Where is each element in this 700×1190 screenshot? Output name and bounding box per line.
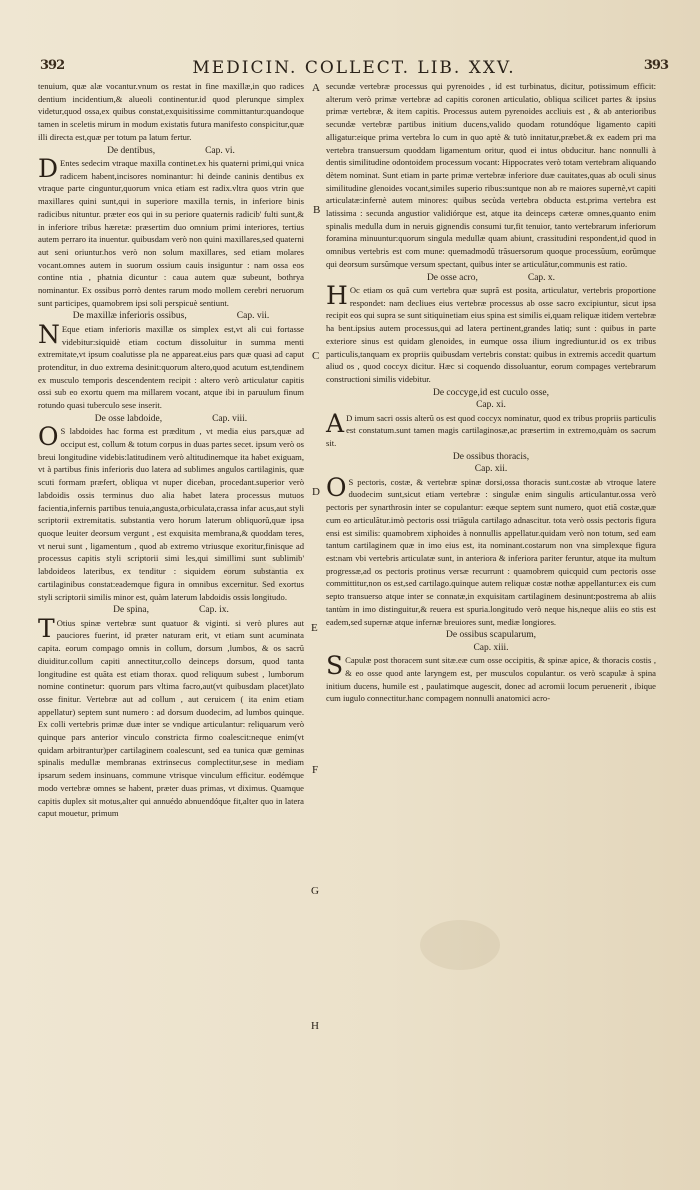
- running-head: MEDICIN. COLLECT. LIB. XXV.: [192, 58, 516, 78]
- margin-letter-f: F: [312, 764, 319, 776]
- paragraph: tenuium, quæ alæ vocantur.vnum os restat in fine maxillæ,in quo radices dentium incidentium,& alueoli continentur.id quod plerunque simplex videtur,quod ossa,ex quibus constat,exquisitissime committantur:quandoque tamen in sceletis mirum in modum existatis futura manifesto conspicitur,quæ illi directa est,quæ per totum pa latum fertur.: [38, 81, 304, 142]
- paragraph: N Eque etiam inferioris maxillæ os simplex est,vt ali cui fortasse videbitur:siquidè etiam coctum dissoluitur in summa menti extremitate,vt ipsum coalutisse pla ne appareat.eius pars quæ quasi ad caput protenditur, in duo extrema desinit:quorum altero,quod acutum est,tendinem ex musculo temporis descendentem recipit : altero verò articulatur capitis ossi sub eo exortu quem ma millarem vocant, atque ibi in paruulum finum rotundo quasi tuberculo sese inserit.: [38, 319, 304, 411]
- chapter-heading: [326, 272, 656, 285]
- paragraph: D Entes sedecim vtraque maxilla continet.ex his quaterni primi,qui vnica radicem habent,incisores nominantur: hi deinde caninis dentibus ex vtraque parte cinguntur,quorum vnica etiam est radix.vltra quos vtrin que maxillares quini sunt,qui in superiore maxilla ternis, in inferiore binis radicibus nituntur. præter eos qui in su periore quaternis radicib' fulti sunt,& in inferiore tribus hæretæ: præsertim duo omnium primi interiores, tertius autem perraro ita inuentur. quibusdam verò non quini maxillares,sed quaterni aut seni oriuntur.hos verò non solum maxillares, sed etiam molares vocant.omnes autem in suorum ossium cauis insiguntur : nam ossa eos contine ntia , phatnia dicuntur : caua autem quæ subeunt, bothrya nominantur. Ex ossibus porrò dentes rarum modo mollem cerebri neruorum sunt participes, quamobrem ipsi soli perspicuè sentiunt.: [38, 154, 304, 308]
- paragraph: T Otius spinæ vertebræ sunt quatuor & viginti. si verò plures aut pauciores fuerint, id præter naturam erit, vt etiam sunt acuminata capita. eorum compago omnis in collum, dorsum ,lumbos, & os sacrũ diuiditur.collum capiti annectitur,collo deinceps dorsum, quod tanta longitudine est quãta est etiam thorax. quod reliquum subest , lumborum nomine continetur: quorum pars vltima facro,aut(vt quibusdam placet)lato osse finitur. Vertebræ aut ad collum , aut ceruicem ( ita enim etiam appellatur) septem sunt numero : ad dorsum duodecim, ad lumbos quinque. Ex colli vertebris primæ duæ inter se vndique articulantur: reliquarum verò quinque pars anterior vinculo constricta firmo coalescit:neque enim(vt quidam arbitrantur)per cartilaginem coalescunt, sed ea tunica quæ geminas spinalis medullæ membranas extrinsecus complectitur,sese in mediam ipsarum sedem insinuans, commune vtrisque vinculum efficitur. eodémque modo vertebræ omnes se habent, præter duas primas, vt diximus. Quamque capitis duplex sit motus,alter qui annuédo abnuendóque fit,alter quo in latera caput mouetur, primum: [38, 613, 304, 819]
- margin-letter-e: E: [311, 622, 318, 634]
- chapter-title: De ossibus thoracis,: [452, 451, 530, 462]
- drop-cap: A: [326, 408, 345, 438]
- drop-cap: O: [38, 422, 59, 452]
- chapter-number: Cap. ix.: [199, 605, 229, 616]
- chapter-number: Cap. vi.: [205, 145, 235, 156]
- chapter-title: De ossibus scapularum,: [446, 630, 536, 641]
- margin-letter-g: G: [311, 885, 319, 897]
- chapter-title: De osse acro,: [426, 272, 478, 283]
- margin-letter-d: D: [312, 486, 320, 498]
- chapter-heading: [38, 413, 304, 426]
- chapter-heading: [38, 145, 304, 158]
- page-number-left: 392: [40, 58, 65, 73]
- margin-letter-c: C: [312, 350, 320, 362]
- page-number-right: 393: [643, 58, 668, 73]
- paragraph: secundæ vertebræ processus qui pyrenoides , id est turbinatus, dicitur, potissimum efficit: alterum verò primæ vertebræ ad capitis coronen articulatio, obliqua scilicet partes & ipsius primæ vertebræ, & item capitis. Processus autem pyrenoides accliuis est , & ab anterioribus secundæ vertebræ partibus initium ducens,valido quodam rotundóque ligamento capiti alligatur:eique prima vertebra lo cum in quo aptè & tutò innitatur,præbet.& ex eadem pri ma vertebra transuersum quoddam ligamentum oritur, quod ei intus obducitur. hanc nonnulli à dentis similitudine odontoidem processum vocant: Hippocrates verò totam vertebram aliquando dètem nominat. Sunt etiam in parte primæ vertebræ inferiore duæ cauitates,quas ab oculi sinus similitudine glenoides vocant,similes superio ribus:suntque non ab re maiores supernè,vt capiti articulatæ:infernè autem minores: quibus secùda vertebra obducta est.prima vertebra est latissima : secunda angustior validiórque est, atque ita deinceps cæteræ omnes,quanto enim spinalis medulla dum in neruis gignendis consumi tur,fit tenuior, tanto vertebrarum inferiorum foramina minuuntur:quorum singula medullæ quam abiunt, crassitudini respondent,id quod in omnibus vertebris est com mune: quemadmodũ trãsuersorum quoque processũum, eorũmque qui deorsum sursũmque versum spectant, quibus inter se articulãtur,communis est ratio.: [326, 81, 656, 269]
- drop-cap: S: [326, 651, 344, 681]
- chapter-number: Cap. xii.: [474, 464, 508, 475]
- chapter-number: Cap. xiii.: [473, 642, 509, 653]
- drop-cap: H: [326, 281, 348, 311]
- margin-letter-b: B: [313, 204, 321, 216]
- chapter-number: Cap. x.: [527, 272, 556, 283]
- paragraph: S Capulæ post thoracem sunt sitæ.eæ cum osse occipitis, & spinæ apice, & thoracis costis , & eo osse quod ante laryngem est, per musculos copulantur. os verò scapulæ à spina initium ducens, humile est , paulatimque augescit, donec ad acromii locum peruenerit , ibique cum iugulo connectitur.hanc compagem nonnulli anatomici acro-: [326, 651, 656, 704]
- chapter-title: De osse labdoide,: [94, 413, 163, 424]
- chapter-title: De spina,: [113, 605, 150, 616]
- chapter-title: De coccyge,id est cuculo osse,: [432, 387, 550, 398]
- drop-cap: N: [38, 319, 60, 349]
- chapter-heading: [38, 310, 304, 323]
- paper-stain: [420, 920, 500, 970]
- paragraph: H Oc etiam os quã cum vertebra quæ suprã est posita, articulatur, vertebris proportione respondet: nam decliues eius vertebræ processus ab osse sacro excipiuntur, sicut ipsa recipit eos qui supra se sunt sitiquinetiam eius spina est similis ei,quam reliquæ itidem vertebræ ha bent.ipsius autem processus,qui ad latera pertinent,grandes latiq; sunt : quibus in parte exteriore sinus est quidam glenoides, in eumque ossa ilium ingrediuntur.id os ex tribus particulis,tanquam ex propriis quibusdam vertebris constat: quibus in extremis accedit quartum aliud os , quod coccyx dicitur. Hæc si coquendo dissoluantur, eorum compages vertebrarum constructioni similis videbitur.: [326, 281, 656, 384]
- drop-cap: T: [38, 613, 55, 643]
- margin-letter-a: A: [312, 82, 320, 94]
- page-header: [40, 58, 668, 82]
- drop-cap: O: [326, 472, 347, 502]
- chapter-number: Cap. xi.: [476, 400, 506, 411]
- paragraph: O S labdoides hac forma est præditum , vt media eius pars,quæ ad occiput est, collum & totum corpus in duas partes secet. ipsum verò os breui longitudine videbis:latitudinem verò altitudinemque ita habet exiguam, vt à partibus finis inferioris duo latera ad sublimes angulos cartilaginis, quæ scuti formam præfert, obliqua vt nuper diceban, procedant.superior verò labdoidis ossis terminus duo alia habet latera processus mutuos facientia,infernis partibus tenuia,angusta,orbiculata,crassa infar acus,aut styli scriptorii extremitatis. substantia vero horum laterum obliquorũ,quæ ipsa quoque leuiter deorsum vergunt , est exquisita membrana,& quoddam teres, vt nerui sunt , ligamentum , quod ab extremo vtriusque exoritur,finisque ad processus capitis styli scriptorii simi les,qui simillimi sunt sublimib' labdoideos lateribus, ex tenditur : siquidem eorum substantia ex cartilaginibus constat:eademque figura in omnibus excernitur. Sed exortus styli scriptorii similis minor est, quàm laterum labdoidis ossis longitudo.: [38, 422, 304, 602]
- chapter-number: Cap. vii.: [236, 311, 270, 322]
- paragraph: O S pectoris, costæ, & vertebræ spinæ dorsi,ossa thoracis sunt.costæ ab vtroque latere duodecim sunt,sicut etiam vertebræ : singulæ enim singulis articulantur.ossa verò pectoris per synarthrosin inter se copulantur: eæque septem sunt numero, quot etiã costæ,quæ cum eo articulãtur.imò pectoris ossi triãgula cartilago adnascitur. tota verò ossis pectoris figura ensi est similis: quamobrem xiphoides à nonnullis appellatur.quidam verò non totum, sed eam tantum cartilaginem quæ in imo eius est, ita nominant.costarum non vna simplexque figura est:nam vbi vertebris articulatæ sunt, in anteriora & inferiora pariter feruntur, atque ita multum progressæ,ad os pectoris protinus versæ recurrunt : quamobrem quicquid cum pectoris osse committitur,non os est,sed cartilago.quinque autem reliquæ costæ nothæ appellantur:ex eis cum septo transuerso atque inter se connatæ,in exquisitam cartilaginem desinunt:postrema ab aliis tantùm in imo distinguitur,& reuera est spuria.longitudo verò neque his,neque aliis eo stis est eadem,sed supernæ atque infernæ breuiores sunt, mediæ longiores.: [326, 472, 656, 627]
- chapter-number: Cap. viii.: [212, 413, 248, 424]
- chapter-title: De maxillæ inferioris ossibus,: [72, 311, 187, 322]
- chapter-title: De dentibus,: [107, 145, 156, 156]
- margin-letter-h: H: [311, 1020, 319, 1032]
- paragraph: A D imum sacri ossis alterũ os est quod coccyx nominatur, quod ex tribus propriis particulis est constatum.sunt tamen magis cartilaginosæ,ac præsertim in extremo,quàm os sacrum sit.: [326, 408, 656, 449]
- chapter-heading: [38, 604, 304, 617]
- drop-cap: D: [38, 154, 59, 184]
- left-column: [38, 80, 304, 820]
- right-column: [326, 80, 656, 705]
